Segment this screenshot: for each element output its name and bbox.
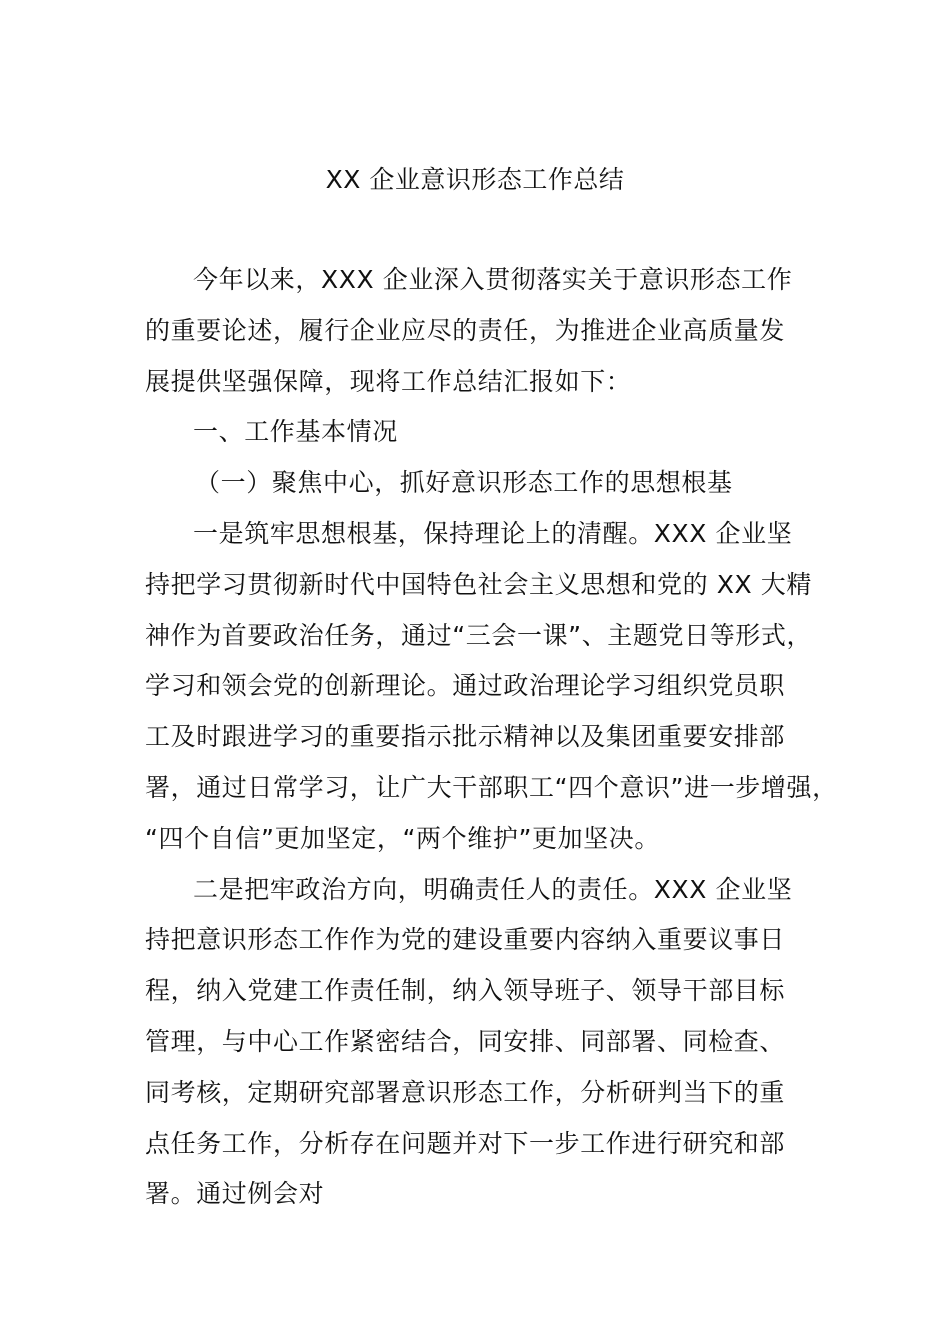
paragraph-line: 的重要论述，履行企业应尽的责任，为推进企业高质量发 [145, 315, 786, 345]
paragraph-line: 署，通过日常学习，让广大干部职工“四个意识”进一步增强， [145, 772, 838, 802]
paragraph-line: 神作为首要政治任务，通过“三会一课”、主题党日等形式， [145, 620, 813, 650]
paragraph-line: 一是筑牢思想根基，保持理论上的清醒。XXX 企业坚 [193, 518, 793, 548]
paragraph-line: 工及时跟进学习的重要指示批示精神以及集团重要安排部 [145, 722, 786, 752]
paragraph-line: 同考核，定期研究部署意识形态工作，分析研判当下的重 [145, 1077, 786, 1107]
paragraph-line: “四个自信”更加坚定，“两个维护”更加坚决。 [145, 823, 661, 853]
section-heading: 一、工作基本情况 [193, 417, 398, 447]
paragraph-line: 学习和领会党的创新理论。通过政治理论学习组织党员职 [145, 671, 786, 701]
paragraph-line: 持把学习贯彻新时代中国特色社会主义思想和党的 XX 大精 [145, 569, 812, 599]
paragraph-line: 持把意识形态工作作为党的建设重要内容纳入重要议事日 [145, 925, 786, 955]
document-title: XX 企业意识形态工作总结 [325, 165, 625, 194]
paragraph-line: 展提供坚强保障，现将工作总结汇报如下： [145, 366, 632, 396]
paragraph-line: 今年以来，XXX 企业深入贯彻落实关于意识形态工作 [193, 265, 793, 294]
subsection-heading: （一）聚焦中心，抓好意识形态工作的思想根基 [195, 468, 733, 498]
paragraph-line: 署。通过例会对 [145, 1179, 325, 1209]
paragraph-line: 程，纳入党建工作责任制，纳入领导班子、领导干部目标 [145, 976, 786, 1006]
document-body [145, 255, 838, 1220]
paragraph-line: 点任务工作，分析存在问题并对下一步工作进行研究和部 [145, 1128, 786, 1158]
paragraph-line: 二是把牢政治方向，明确责任人的责任。XXX 企业坚 [193, 874, 793, 904]
paragraph-line: 管理，与中心工作紧密结合，同安排、同部署、同检查、 [145, 1026, 786, 1056]
